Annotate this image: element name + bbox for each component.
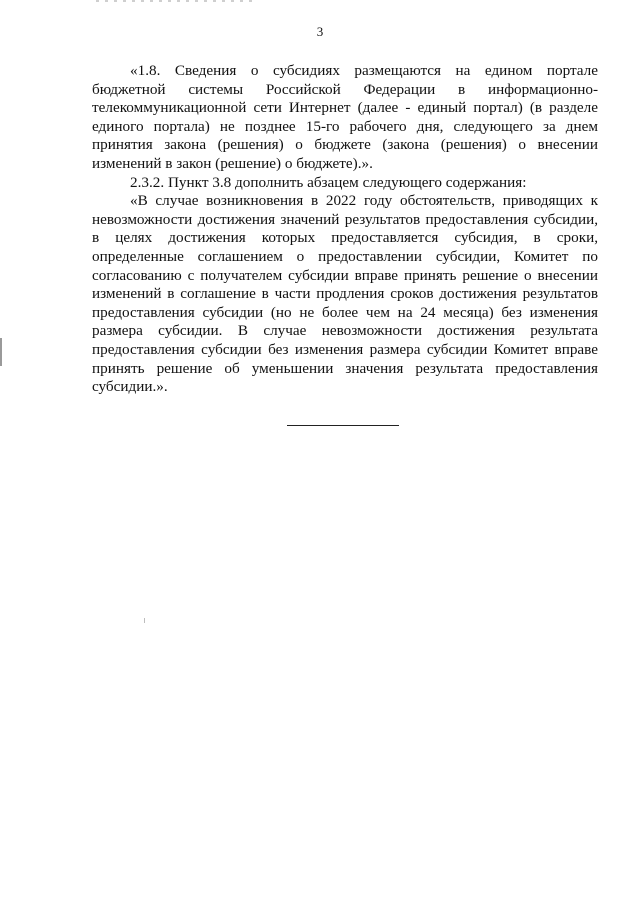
scan-artifact-dot	[144, 618, 145, 623]
end-of-text-rule	[287, 425, 399, 426]
document-body	[92, 62, 598, 397]
paragraph-amendment-text: «В случае возникновения в 2022 году обстоятельств, приводящих к невозможности достижения значений результатов предоставления субсидии, в целях достижения которых предоставляется субсидия, в сроки, определенные соглашением о предоставлении субсидии, Комитет по согласованию с получателем субсидии вправе принять решение о внесении изменений в соглашение в части продления сроков достижения результатов предоставления субсидии (но не более чем на 24 месяца) без изменения размера субсидии. В случае невозможности достижения результата предоставления субсидии без изменения размера субсидии Комитет вправе принять решение об уменьшении значения результата предоставления субсидии.».	[92, 192, 598, 396]
scan-artifact-left	[0, 338, 2, 366]
scan-artifact-top	[96, 0, 256, 2]
paragraph-amendment-heading: 2.3.2. Пункт 3.8 дополнить абзацем следующего содержания:	[130, 173, 527, 191]
page-number: 3	[316, 24, 324, 39]
paragraph-subsidy-info: «1.8. Сведения о субсидиях размещаются на едином портале бюджетной системы Российской Федерации в информационно-телекоммуникационной сети Интернет (далее - единый портал) (в разделе единого портала) не позднее 15-го рабочего дня, следующего за днем принятия закона (решения) о бюджете (закона (решения) о внесении изменений в закон (решение) о бюджете).».	[92, 62, 598, 172]
